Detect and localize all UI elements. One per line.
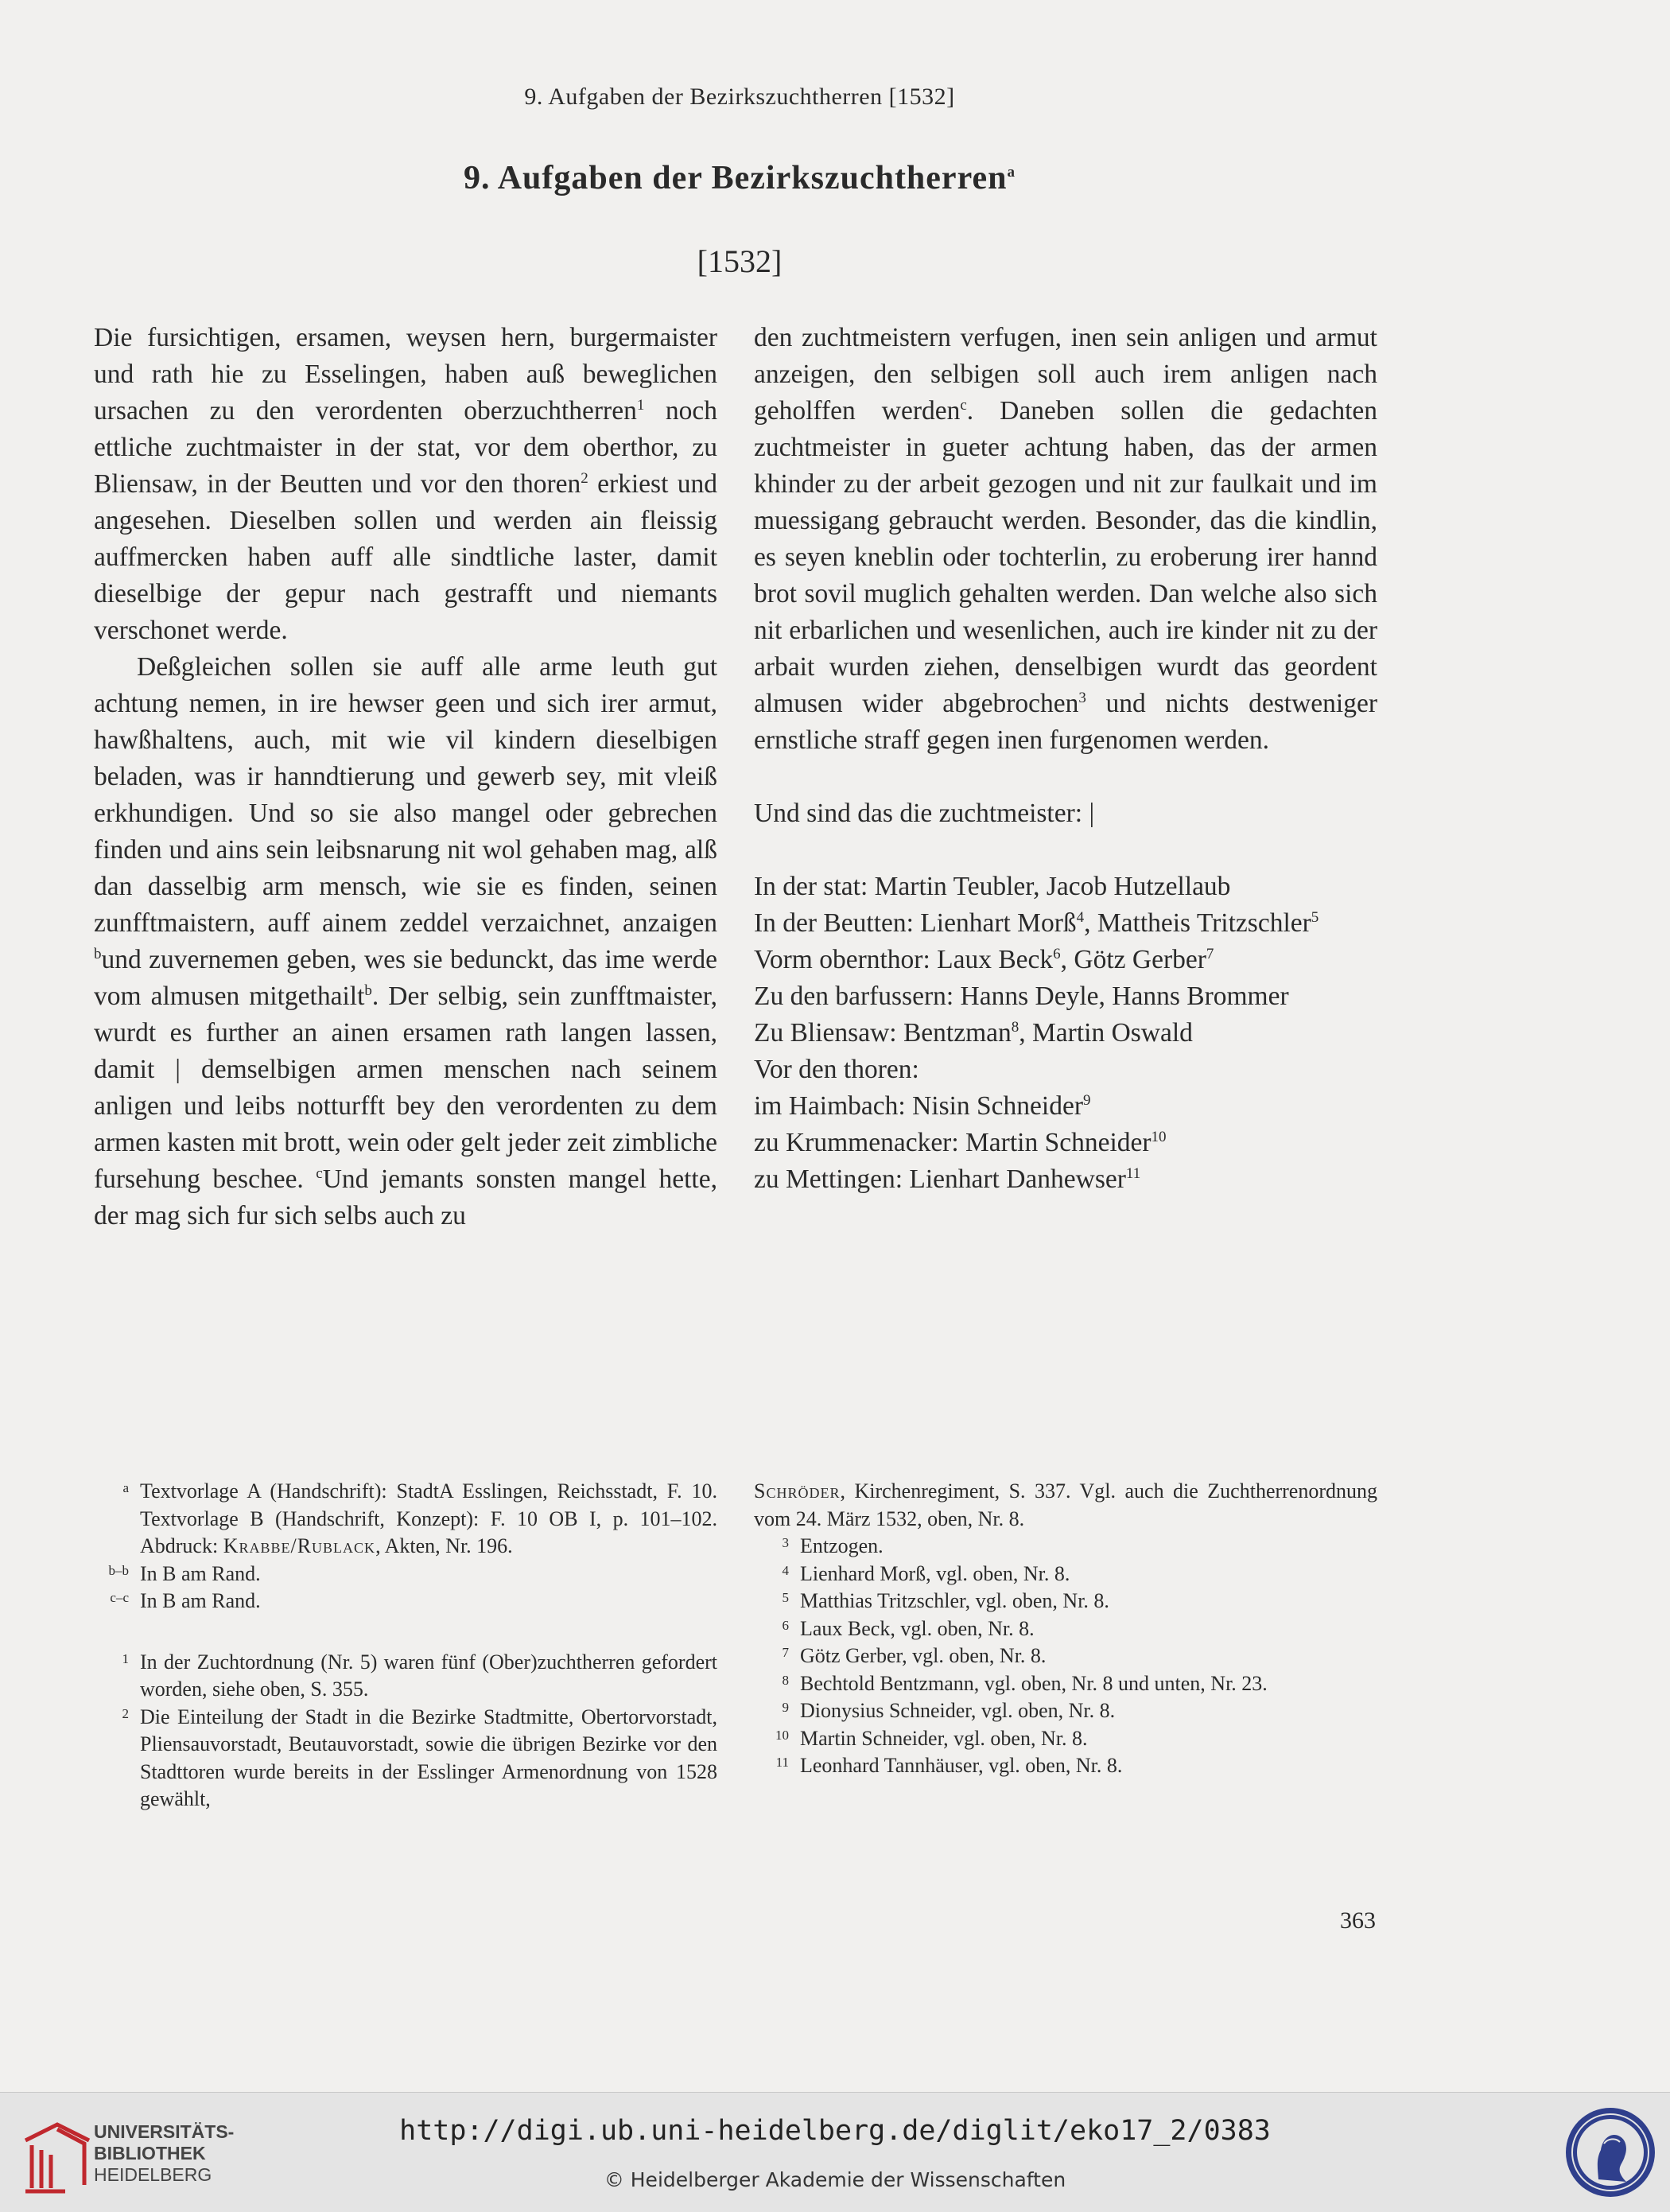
text-run: den zuchtmeistern verfugen, inen sein anligen und armut anzeigen, den selbigen soll auch irem anligen nach geholffen werden: [754, 323, 1377, 426]
copyright-notice: © Heidelberger Akademie der Wissenschaften: [604, 2168, 1066, 2191]
page-number: 363: [1340, 1907, 1376, 1934]
footnote-marker[interactable]: 10: [1151, 1128, 1167, 1145]
footnote: 4 Lienhard Morß, vgl. oben, Nr. 8.: [782, 1561, 1070, 1585]
text-run: Die fursichtigen, ersamen, weysen hern, burgermaister und rath hie zu Esselingen, haben auß beweglichen ursachen zu den verordenten oberzuchtherren: [94, 323, 717, 426]
footnote: 2 Die Einteilung der Stadt in die Bezirke Stadtmitte, Obertorvorstadt, Pliensauvorstadt, Beutauvorstadt, sowie die übrigen Bezirke vor den Stadttoren wurde bereits in der Esslinger Armenordnung von 1528 gewählt,: [94, 1704, 717, 1814]
text-run: und nichts destweniger ernstliche straff gegen inen furgenomen werden.: [754, 689, 1377, 755]
footnote-marker[interactable]: 11: [1125, 1164, 1141, 1182]
text-column-right: [754, 320, 1377, 1198]
list-item: im Haimbach: Nisin Schneider$^9$: [754, 1091, 1091, 1121]
section-date: [1532]: [697, 243, 783, 279]
text-run: noch ettliche zuchtmaister in der stat, vor dem oberthor, zu Bliensaw, in der Beutten und vor den thoren: [94, 396, 717, 499]
footnote: 9 Dionysius Schneider, vgl. oben, Nr. 8.: [782, 1699, 1116, 1722]
paragraph: [94, 320, 717, 649]
library-name-line: HEIDELBERG: [94, 2164, 212, 2185]
list-item: zu Krummenacker: Martin Schneider$^{10}$: [754, 1128, 1167, 1157]
list-intro: Und sind das die zuchtmeister: |: [754, 799, 1095, 828]
running-head: 9. Aufgaben der Bezirkszuchtherren [1532]: [524, 84, 955, 110]
footnote-marker[interactable]: c: [960, 396, 967, 414]
footnote-continuation: Schröder, Kirchenregiment, S. 337. Vgl. auch die Zuchtherrenordnung vom 24. März 1532, oben, Nr. 8.: [754, 1479, 1377, 1530]
list-item: Vor den thoren:: [754, 1055, 919, 1084]
footnote: a Textvorlage A (Handschrift): StadtA Esslingen, Reichsstadt, F. 10. Textvorlage B (Handschrift, Konzept): F. 10 OB I, p. 101–102. Abdruck: Krabbe/Rublack, Akten, Nr. 196.: [94, 1478, 717, 1561]
footnote-marker[interactable]: 4: [1076, 908, 1085, 926]
footnotes-left: [94, 1478, 717, 1814]
text-run: erkiest und angesehen. Dieselben sollen und werden ain fleissig auffmercken haben auff alle sindtliche laster, damit dieselbige der gepur nach gestrafft und niemants verschonet werde.: [94, 469, 718, 645]
footnote: b–b In B am Rand.: [94, 1561, 717, 1588]
list-item: Vorm obernthor: Laux Beck$^6$, Götz Gerber$^7$: [754, 945, 1214, 974]
footnotes-right: [754, 1478, 1377, 1780]
footnote-marker[interactable]: 3: [1078, 689, 1086, 706]
list-item: Zu den barfussern: Hanns Deyle, Hanns Brommer: [754, 982, 1289, 1011]
zuchtmeister-list: [754, 795, 1377, 1198]
footnote-marker[interactable]: 1: [636, 396, 645, 414]
footnote: 10 Martin Schneider, vgl. oben, Nr. 8.: [775, 1726, 1088, 1750]
footnote-marker[interactable]: 5: [1311, 908, 1319, 926]
list-item: In der Beutten: Lienhart Morß$^4$, Mattheis Tritzschler$^5$: [754, 908, 1319, 938]
text-run: Und jemants sonsten mangel hette, der mag sich fur sich selbs auch zu: [94, 1164, 717, 1230]
footnote: 8 Bechtold Bentzmann, vgl. oben, Nr. 8 und unten, Nr. 23.: [782, 1671, 1268, 1695]
text-run: Deßgleichen sollen sie auff alle arme leuth gut achtung nemen, in ire hewser geen und sich irer armut, hawßhaltens, auch, mit wie vil kindern dieselbigen beladen, was ir hanndtierung und gewerb sey, mit vleiß erkhundigen. Und so sie also mangel oder gebrechen finden und ains sein leibsnarung nit wol gehaben mag, alß dan dasselbig arm mensch, wie sie es finden, seinen zunfftmaistern, auff ainem zeddel verzaichnet, anzaigen: [94, 652, 717, 938]
text-run: und zuvernemen geben, wes sie bedunckt, das ime werde vom almusen mitgethailt: [94, 945, 717, 1011]
footnote: 6 Laux Beck, vgl. oben, Nr. 8.: [782, 1616, 1035, 1640]
footnote: 1 In der Zuchtordnung (Nr. 5) waren fünf (Ober)zuchtherren gefordert worden, siehe oben, S. 355.: [94, 1649, 717, 1704]
list-item: Zu Bliensaw: Bentzman$^8$, Martin Oswald: [754, 1018, 1193, 1048]
permalink-url[interactable]: http://digi.ub.uni-heidelberg.de/diglit/eko17_2/0383: [399, 2115, 1271, 2147]
footnote-mark: a: [122, 1480, 129, 1495]
footnote-marker[interactable]: 9: [1083, 1091, 1091, 1109]
academy-seal-icon[interactable]: [1563, 2104, 1658, 2201]
section-title: [0, 159, 1479, 197]
footnote: 7 Götz Gerber, vgl. oben, Nr. 8.: [782, 1644, 1047, 1667]
footnote-marker[interactable]: b: [94, 945, 102, 962]
footnote-mark: b–b: [108, 1562, 129, 1578]
title-note-marker: a: [1007, 164, 1016, 181]
footnote: 11 Leonhard Tannhäuser, vgl. oben, Nr. 8.: [775, 1754, 1123, 1777]
footnote-marker[interactable]: 6: [1053, 945, 1061, 962]
footnote-mark: 1: [122, 1650, 129, 1666]
footnote-marker[interactable]: c: [316, 1164, 323, 1182]
footnote: 5 Matthias Tritzschler, vgl. oben, Nr. 8.: [782, 1589, 1109, 1612]
text-run: . Der selbig, sein zunfftmaister, wurdt es further an ainen ersamen rath langen lassen, damit | demselbigen armen menschen nach seinem anligen und leibs notturfft bey den verordenten zu dem armen kasten mit brott, wein oder gelt jeder zeit zimbliche fursehung beschee.: [94, 982, 717, 1194]
library-name-line: UNIVERSITÄTS-: [94, 2121, 235, 2142]
paragraph: [94, 649, 717, 1234]
footnote-marker[interactable]: 7: [1206, 945, 1214, 962]
list-item: zu Mettingen: Lienhart Danhewser$^{11}$: [754, 1164, 1141, 1194]
section-title-text: 9. Aufgaben der Bezirkszuchtherren: [464, 160, 1008, 196]
library-name-line: BIBLIOTHEK: [94, 2143, 206, 2163]
list-item: In der stat: Martin Teubler, Jacob Hutzellaub: [754, 872, 1231, 901]
footnote-mark: 2: [122, 1705, 129, 1721]
text-run: . Daneben sollen die gedachten zuchtmeister in gueter achtung haben, das der armen khinder zu der arbeit gezogen und nit zur faulkait und im muessigang gebraucht werden. Besonder, das die kindlin, es seyen kneblin oder tochterlin, zu eroberung irer hannd brot sovil muglich gehalten werden. Dan welche also sich nit erbarlichen und wesenlichen, auch ire kinder nit zu der arbait wurden ziehen, denselbigen wurdt das geordent almusen wider abgebrochen: [754, 396, 1378, 718]
footnote-marker[interactable]: b: [364, 982, 372, 999]
viewer-footer: [0, 2092, 1670, 2212]
footnote-marker[interactable]: 2: [581, 469, 588, 487]
paragraph: [754, 320, 1377, 759]
footnote-mark: c–c: [110, 1590, 129, 1605]
footnote: c–c In B am Rand.: [94, 1588, 717, 1615]
footnote: 3 Entzogen.: [782, 1534, 884, 1557]
text-column-left: [94, 320, 717, 1234]
footnote-marker[interactable]: 8: [1011, 1018, 1019, 1036]
